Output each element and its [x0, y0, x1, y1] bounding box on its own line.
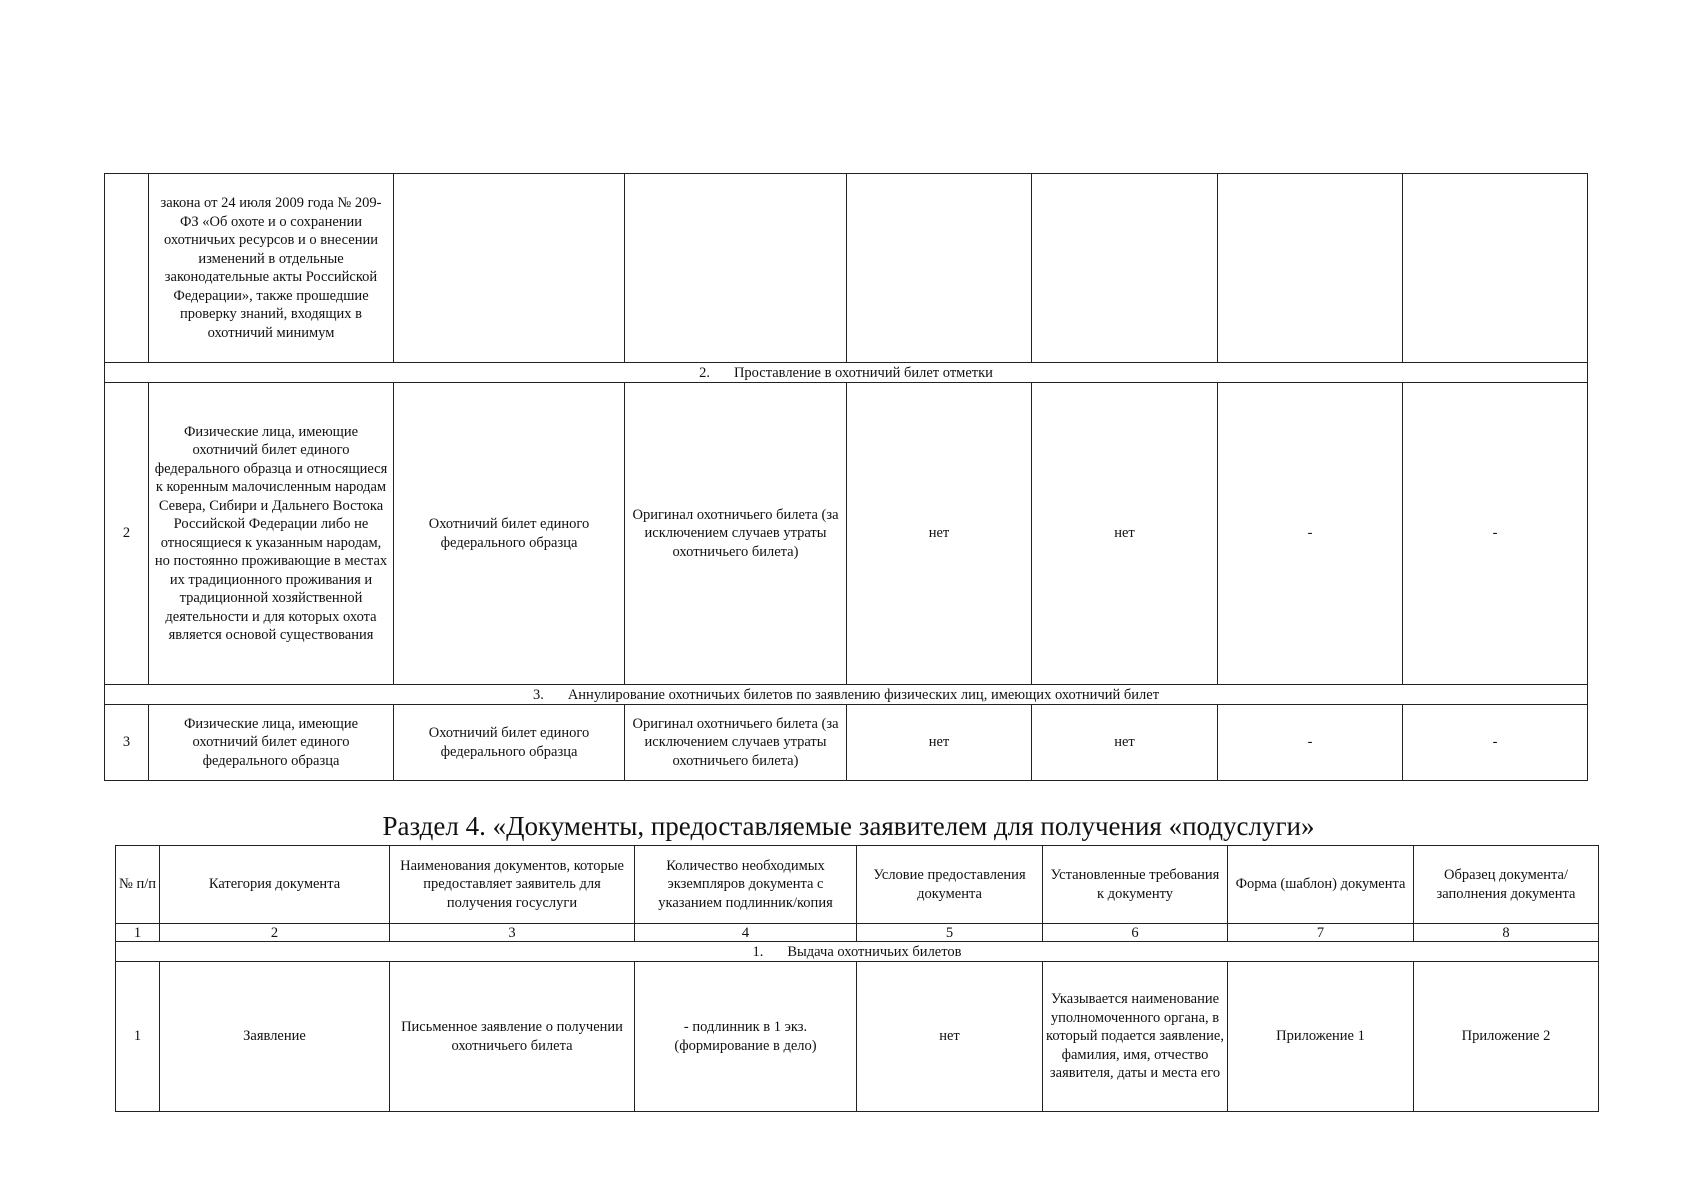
value-cell: нет [847, 383, 1032, 685]
column-number: 1 [116, 924, 160, 942]
value-cell: - [1403, 383, 1588, 685]
requirements-cell: Оригинал охотничьего билета (за исключением случаев утраты охотничьего билета) [625, 705, 847, 781]
value-cell: - [1218, 705, 1403, 781]
requirements-cell: Указывается наименование уполномоченного органа, в который подается заявление, фамилия, имя, отчество заявителя, даты и места его [1043, 962, 1228, 1112]
category-cell: Физические лица, имеющие охотничий билет единого федерального образца и относящиеся к коренным малочисленным народам Севера, Сибири и Дальнего Востока Российской Федерации либо не относящиеся к указанным народам, но постоянно проживающие в местах их традиционного проживания и традиционной хозяйственной деятельности и для которых охота является основой существования [149, 383, 394, 685]
column-number: 7 [1228, 924, 1414, 942]
column-header: Установленные требования к документу [1043, 846, 1228, 924]
column-number: 3 [390, 924, 635, 942]
column-header: Количество необходимых экземпляров документа с указанием подлинник/копия [635, 846, 857, 924]
row-number: 3 [105, 705, 149, 781]
value-cell: - [1218, 383, 1403, 685]
section-row [116, 942, 1599, 962]
column-header: Форма (шаблон) документа [1228, 846, 1414, 924]
document-cell: Охотничий билет единого федерального образца [394, 383, 625, 685]
services-table-continuation [104, 173, 1588, 781]
cell-empty [625, 174, 847, 363]
section-row [105, 685, 1588, 705]
cell-empty [1403, 174, 1588, 363]
documents-table [115, 845, 1599, 1112]
category-cell: Физические лица, имеющие охотничий билет единого федерального образца [149, 705, 394, 781]
table-row [116, 962, 1599, 1112]
column-number: 4 [635, 924, 857, 942]
category-cell: Заявление [160, 962, 390, 1112]
header-row [116, 846, 1599, 924]
section-title: 1. Выдача охотничьих билетов [116, 942, 1599, 962]
column-header: № п/п [116, 846, 160, 924]
row-number: 1 [116, 962, 160, 1112]
column-numbers-row [116, 924, 1599, 942]
cell-empty [1218, 174, 1403, 363]
column-header: Условие предоставления документа [857, 846, 1043, 924]
count-cell: - подлинник в 1 экз. (формирование в дело) [635, 962, 857, 1112]
requirements-cell: Оригинал охотничьего билета (за исключением случаев утраты охотничьего билета) [625, 383, 847, 685]
table-row [105, 174, 1588, 363]
column-number: 8 [1414, 924, 1599, 942]
column-header: Наименования документов, которые предоставляет заявитель для получения госуслуги [390, 846, 635, 924]
value-cell: нет [1032, 383, 1218, 685]
document-name-cell: Письменное заявление о получении охотничьего билета [390, 962, 635, 1112]
section-heading: Раздел 4. «Документы, предоставляемые заявителем для получения «подуслуги» [382, 811, 1315, 841]
sample-cell: Приложение 2 [1414, 962, 1599, 1112]
form-cell: Приложение 1 [1228, 962, 1414, 1112]
table-row [105, 705, 1588, 781]
column-number: 5 [857, 924, 1043, 942]
category-cell: закона от 24 июля 2009 года № 209-ФЗ «Об охоте и о сохранении охотничьих ресурсов и о внесении изменений в отдельные законодательные акты Российской Федерации», также прошедшие проверку знаний, входящих в охотничий минимум [149, 174, 394, 363]
cell-empty [1032, 174, 1218, 363]
cell-empty [394, 174, 625, 363]
cell-empty [847, 174, 1032, 363]
section-title: 3. Аннулирование охотничьих билетов по заявлению физических лиц, имеющих охотничий билет [105, 685, 1588, 705]
condition-cell: нет [857, 962, 1043, 1112]
row-number: 2 [105, 383, 149, 685]
column-number: 2 [160, 924, 390, 942]
value-cell: - [1403, 705, 1588, 781]
value-cell: нет [1032, 705, 1218, 781]
section-row [105, 363, 1588, 383]
column-number: 6 [1043, 924, 1228, 942]
column-header: Образец документа/заполнения документа [1414, 846, 1599, 924]
document-cell: Охотничий билет единого федерального образца [394, 705, 625, 781]
table-row [105, 383, 1588, 685]
cell-empty [105, 174, 149, 363]
column-header: Категория документа [160, 846, 390, 924]
value-cell: нет [847, 705, 1032, 781]
section-title: 2. Проставление в охотничий билет отметки [105, 363, 1588, 383]
